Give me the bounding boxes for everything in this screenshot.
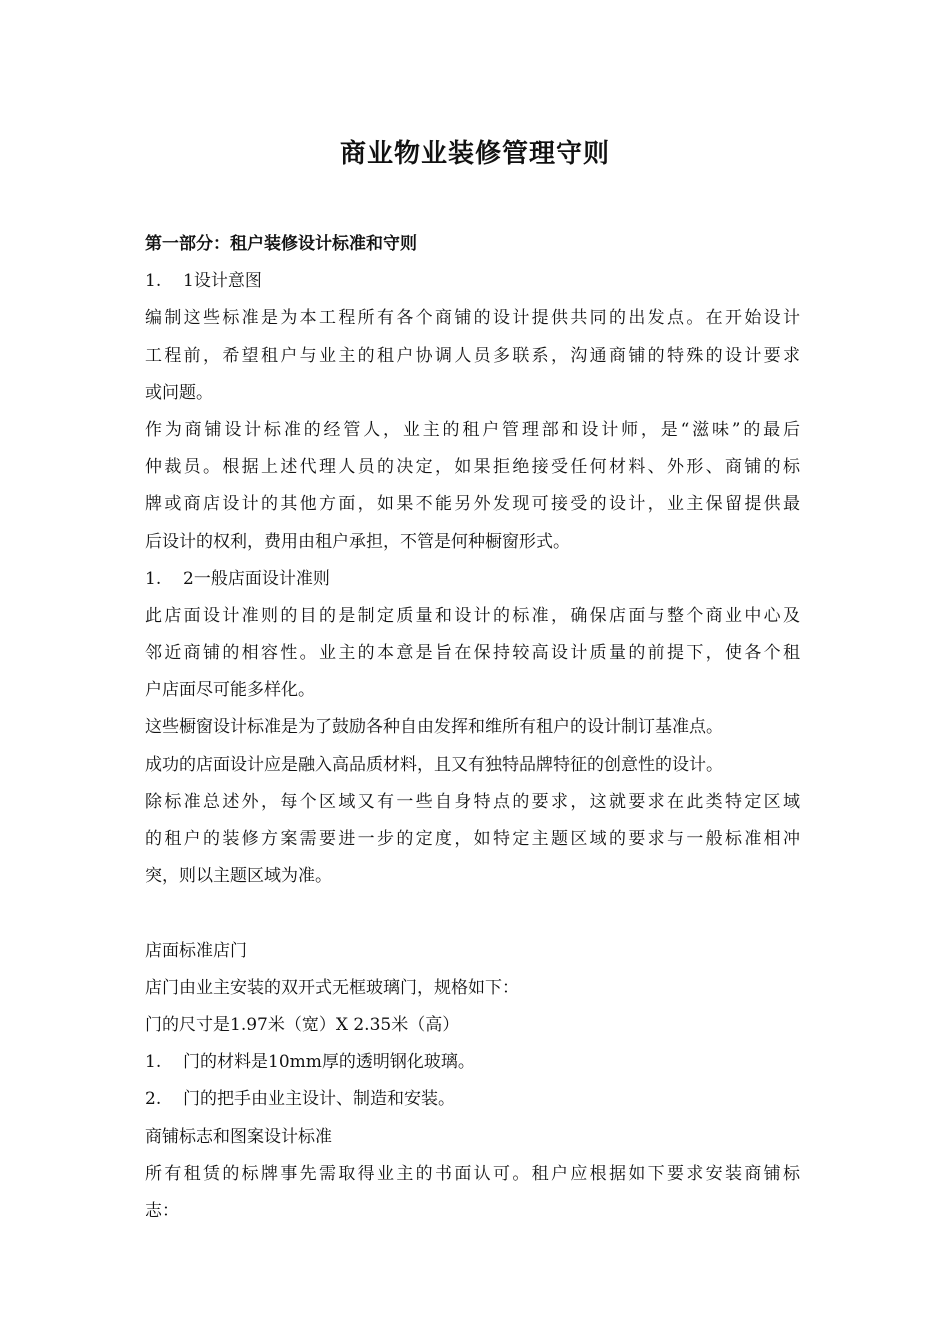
paragraph-line: 除标准总述外，每个区域又有一些自身特点的要求，这就要求在此类特定区域 [145, 791, 800, 812]
list-text: 门的材料是10mm厚的透明钢化玻璃。 [183, 1052, 475, 1073]
paragraph-line: 此店面设计准则的目的是制定质量和设计的标准，确保店面与整个商业中心及 [145, 605, 800, 626]
paragraph-line: 这些橱窗设计标准是为了鼓励各种自由发挥和维所有租户的设计制订基准点。 [145, 717, 723, 738]
paragraph-line: 志： [145, 1200, 179, 1221]
list-number: 2. [145, 1089, 162, 1110]
door-size: 门的尺寸是1.97米（宽）X 2.35米（高） [145, 1014, 460, 1035]
part1-heading: 第一部分：租户装修设计标准和守则 [145, 234, 417, 254]
paragraph-line: 户店面尽可能多样化。 [145, 680, 315, 701]
section-number: 1. [145, 271, 162, 292]
list-text: 门的把手由业主设计、制造和安装。 [183, 1089, 455, 1110]
section-1-2-heading [145, 561, 800, 598]
paragraph-line: 编制这些标准是为本工程所有各个商铺的设计提供共同的出发点。在开始设计 [145, 308, 800, 329]
paragraph-line: 作为商铺设计标准的经管人，业主的租户管理部和设计师，是“滋味”的最后 [145, 419, 800, 440]
paragraph-line: 后设计的权利，费用由租户承担，不管是何种橱窗形式。 [145, 531, 570, 552]
section-number: 1. [145, 568, 162, 589]
paragraph-line: 突，则以主题区域为准。 [145, 866, 332, 887]
blank-line [145, 895, 800, 932]
paragraph-line: 或问题。 [145, 382, 213, 403]
document-body [145, 226, 800, 1230]
paragraph-line: 成功的店面设计应是融入高品质材料，且又有独特品牌特征的创意性的设计。 [145, 754, 723, 775]
list-number: 1. [145, 1052, 162, 1073]
section-title: 2一般店面设计准则 [183, 568, 330, 589]
paragraph-line: 邻近商铺的相容性。业主的本意是旨在保持较高设计质量的前提下，使各个租 [145, 643, 800, 664]
list-item [145, 1044, 800, 1081]
paragraph-line: 的租户的装修方案需要进一步的定度，如特定主题区域的要求与一般标准相冲 [145, 829, 800, 849]
paragraph-line: 工程前，希望租户与业主的租户协调人员多联系，沟通商铺的特殊的设计要求 [145, 345, 800, 366]
storefront-heading: 店面标准店门 [145, 940, 247, 961]
paragraph-line: 仲裁员。根据上述代理人员的决定，如果拒绝接受任何材料、外形、商铺的标 [145, 457, 800, 478]
section-1-1-heading [145, 263, 800, 300]
list-item [145, 1081, 800, 1118]
paragraph-line: 所有租赁的标牌事先需取得业主的书面认可。租户应根据如下要求安装商铺标 [145, 1163, 800, 1184]
paragraph-line: 牌或商店设计的其他方面，如果不能另外发现可接受的设计，业主保留提供最 [145, 494, 800, 515]
document-title: 商业物业装修管理守则 [339, 139, 610, 169]
signage-heading: 商铺标志和图案设计标准 [145, 1126, 332, 1147]
section-title: 1设计意图 [183, 271, 262, 292]
door-description: 店门由业主安装的双开式无框玻璃门，规格如下： [145, 977, 519, 998]
